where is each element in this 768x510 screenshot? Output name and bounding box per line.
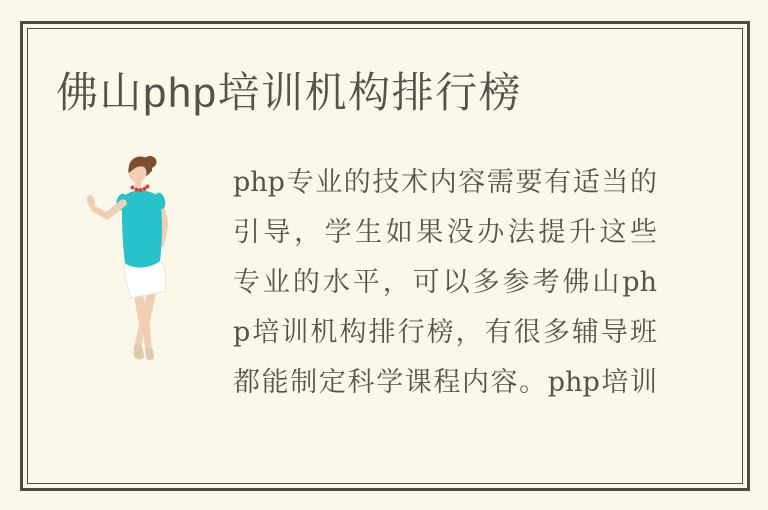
necklace-bead [139, 188, 143, 192]
body-line: 专业的水平，可以多参考佛山ph [233, 267, 657, 298]
woman-top [122, 191, 162, 268]
article-title: 佛山php培训机构排行榜 [56, 69, 523, 116]
body-line: 都能制定科学课程内容。php培训 [233, 367, 657, 398]
woman-leg [138, 322, 144, 348]
woman-shoe [146, 348, 155, 361]
necklace-bead [146, 185, 150, 189]
body-line: p培训机构排行榜，有很多辅导班 [233, 317, 657, 348]
woman-leg [146, 319, 149, 351]
woman-photo [80, 152, 190, 364]
woman-shoe [134, 345, 145, 360]
necklace-bead [131, 186, 135, 190]
body-line: 引导，学生如果没办法提升这些 [233, 217, 657, 248]
necklace-bead [135, 188, 139, 192]
article-body [233, 158, 657, 408]
woman-neck [135, 179, 142, 187]
body-line: php专业的技术内容需要有适当的 [233, 167, 657, 198]
woman-left-arm [94, 209, 107, 216]
